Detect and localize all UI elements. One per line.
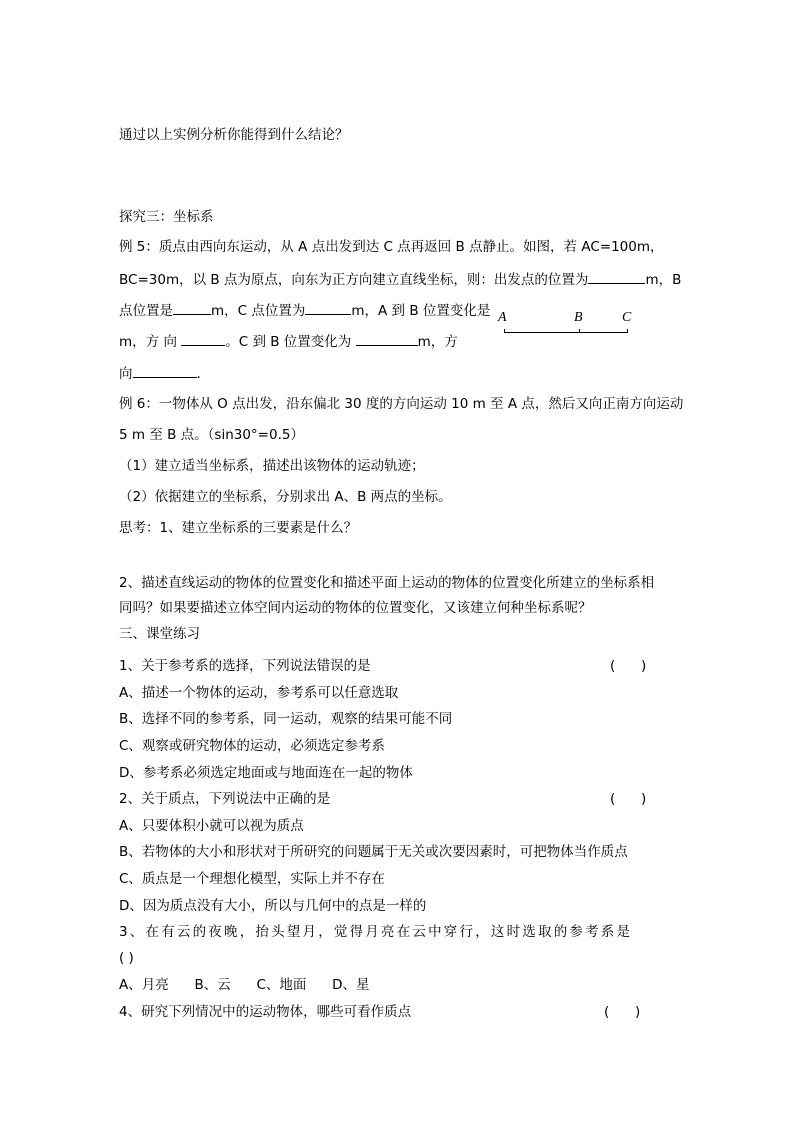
q1-option-d: D、参考系必须选定地面或与地面连在一起的物体 (119, 765, 413, 781)
q1-answer-paren: ( ) (610, 658, 647, 674)
ex5-line-5 (119, 363, 201, 384)
ex5-line-3 (119, 300, 490, 321)
point-a-label: A (498, 310, 507, 325)
tick-a (504, 329, 505, 333)
q2-option-c: C、质点是一个理想化模型，实际上并不存在 (119, 871, 385, 887)
ex5-line-2-text: BC=30m，以 B 点为原点，向东为正方向建立直线坐标，则：出发点的位置为 (119, 272, 589, 288)
q4-answer-paren: ( ) (604, 1004, 641, 1020)
number-line (504, 332, 628, 333)
think-q1: 思考：1、建立坐标系的三要素是什么？ (119, 520, 358, 536)
ex5-line-3-a: 点位置是 (119, 303, 173, 319)
q1-option-a: A、描述一个物体的运动，参考系可以任意选取 (119, 685, 399, 701)
ex5-line-3-c: m，A 到 B 位置变化是 (351, 303, 491, 319)
ex5-line-4-a: m，方 向 (119, 334, 177, 350)
q3-answer-paren: ( ) (119, 950, 134, 966)
answer-blank (133, 363, 197, 378)
ex5-line-2-tail: m，B (645, 272, 682, 288)
ex5-line-1: 例 5：质点由西向东运动，从 A 点出发到达 C 点再返回 B 点静止。如图，若 AC=100m， (119, 239, 664, 255)
think-q2-line-1: 2、描述直线运动的物体的位置变化和描述平面上运动的物体的位置变化所建立的坐标系相 (119, 575, 655, 591)
q4-stem: 4、研究下列情况中的运动物体，哪些可看作质点 (119, 1004, 412, 1020)
answer-blank (356, 331, 418, 346)
think-q2-line-2: 同吗？如果要描述立体空间内运动的物体的位置变化，又该建立何种坐标系呢？ (119, 600, 592, 616)
q2-answer-paren: ( ) (610, 791, 647, 807)
answer-blank (305, 300, 351, 315)
q2-option-b: B、若物体的大小和形状对于所研究的问题属于无关或次要因素时，可把物体当作质点 (119, 844, 628, 860)
ex6-line-2: 5 m 至 B 点。（sin30°=0.5） (119, 427, 304, 443)
ex5-line-5-a: 向 (119, 366, 133, 382)
answer-blank (173, 300, 211, 315)
q2-option-a: A、只要体积小就可以视为质点 (119, 818, 304, 834)
q2-option-d: D、因为质点没有大小，所以与几何中的点是一样的 (119, 898, 427, 914)
ex6-sub-1: （1）建立适当坐标系，描述出该物体的运动轨迹； (119, 458, 425, 474)
q2-stem: 2、关于质点，下列说法中正确的是 (119, 791, 331, 807)
conclusion-question: 通过以上实例分析你能得到什么结论？ (119, 127, 349, 143)
ex6-line-1: 例 6：一物体从 O 点出发，沿东偏北 30 度的方向运动 10 m 至 A 点，然后又向正南方向运动 (119, 396, 684, 412)
q1-option-c: C、观察或研究物体的运动，必须选定参考系 (119, 738, 385, 754)
q1-option-b: B、选择不同的参考系，同一运动，观察的结果可能不同 (119, 711, 453, 727)
practice-heading: 三、课堂练习 (119, 626, 200, 642)
point-c-label: C (622, 310, 632, 325)
answer-blank (181, 331, 225, 346)
point-b-label: B (574, 310, 583, 325)
q3-options: A、月亮 B、云 C、地面 D、星 (119, 977, 370, 993)
ex5-line-4 (119, 331, 458, 352)
tick-c (627, 329, 628, 333)
q3-stem: 3、在有云的夜晚，抬头望月，觉得月亮在云中穿行，这时选取的参考系是 (119, 924, 633, 940)
ex6-sub-2: （2）依据建立的坐标系，分别求出 A、B 两点的坐标。 (119, 489, 452, 505)
ex5-line-5-b: . (196, 366, 201, 382)
tick-b (579, 329, 580, 333)
ex5-line-4-b: 。C 到 B 位置变化为 (225, 334, 352, 350)
section-heading: 探究三：坐标系 (119, 209, 214, 225)
ex5-line-2 (119, 269, 681, 290)
number-line-diagram (498, 310, 638, 346)
ex5-line-4-c: m，方 (417, 334, 458, 350)
q1-stem: 1、关于参考系的选择，下列说法错误的是 (119, 658, 371, 674)
ex5-line-3-b: m，C 点位置为 (211, 303, 306, 319)
answer-blank (588, 269, 645, 284)
